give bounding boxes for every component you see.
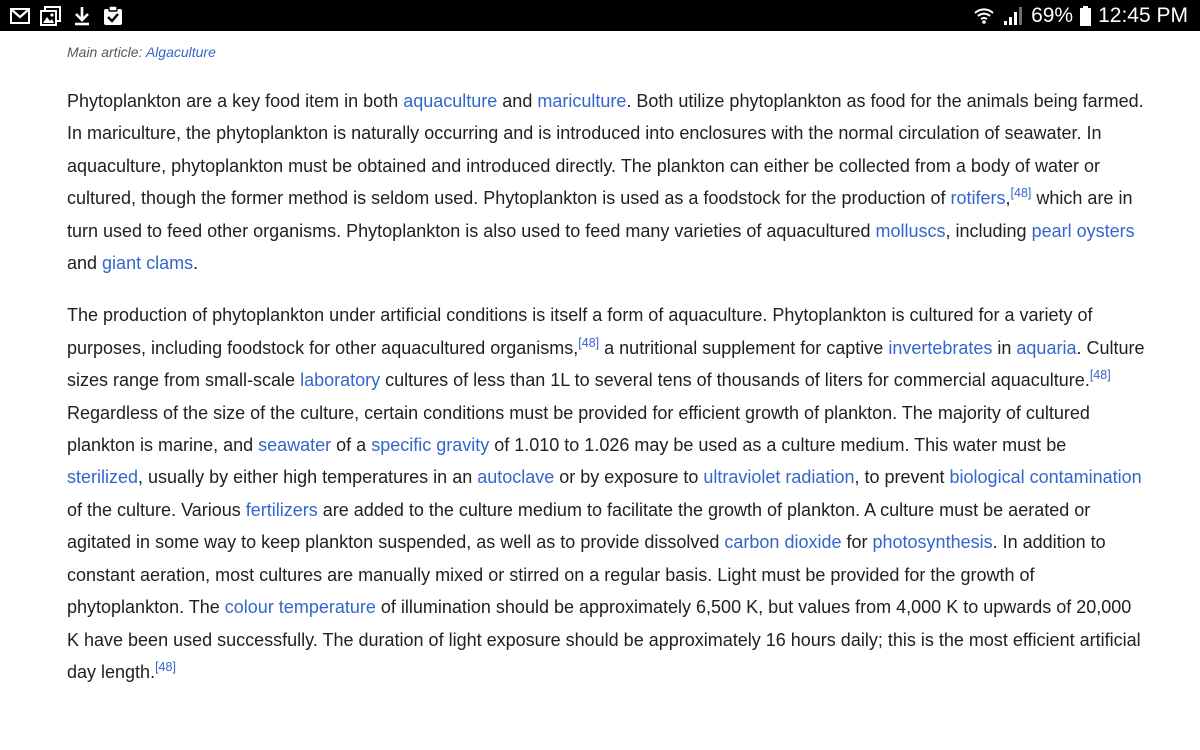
giant-clams-link[interactable]: giant clams [102,253,194,274]
clock: 12:45 PM [1098,3,1188,27]
text-run: . In addition to constant aeration, most cultures are manually mixed or stirred on a regular basis. Light must be provided for the growth of phytoplankton. The [67,532,1106,618]
notification-icons [9,5,124,27]
text-run: . Both utilize phytoplankton as food for the animals being farmed. In mariculture, the phytoplankton is naturally occurring and is introduced into enclosures with the normal circulation of seawater. In aquaculture, phytoplankton must be obtained and introduced directly. The plankton can either be collected from a body of water or cultured, though the former method is seldom used. Phytoplankton is used as a foodstock for the production of [67,91,1144,209]
text-run: and [497,91,538,111]
carbon-dioxide-link[interactable]: carbon dioxide [724,532,842,553]
text-run: of 1.010 to 1.026 may be used as a culture medium. This water must be [489,435,1067,456]
pearl-oysters-link[interactable]: pearl oysters [1031,220,1135,241]
cellular-signal-icon [1002,5,1024,27]
article-section [67,31,1147,688]
system-status [973,0,1188,31]
text-run: . [193,253,199,274]
specific-gravity-link[interactable]: specific gravity [371,435,490,456]
ultraviolet-radiation-link[interactable]: ultraviolet radiation [703,467,855,488]
text-run: of the culture. Various [67,499,246,520]
paragraph-aquaculture-uses [67,85,1147,279]
citation-48[interactable]: [48] [578,335,600,350]
rotifers-link[interactable]: rotifers [950,188,1006,209]
citation-48[interactable]: [48] [1010,186,1032,201]
battery-percent: 69% [1031,3,1074,27]
photo-icon [40,5,62,27]
seawater-link[interactable]: seawater [258,435,332,456]
sterilized-link[interactable]: sterilized [67,467,139,488]
aquaria-link[interactable]: aquaria [1016,337,1077,358]
molluscs-link[interactable]: molluscs [875,220,946,241]
text-run: Phytoplankton are a key food item in both [67,91,404,111]
algaculture-link[interactable]: Algaculture [145,44,216,60]
mariculture-link[interactable]: mariculture [537,91,627,111]
clipboard-check-icon [102,5,124,27]
aquaculture-link[interactable]: aquaculture [403,91,498,111]
text-run: , [1005,188,1011,209]
text-run: in [992,337,1017,358]
text-run: , usually by either high temperatures in an [138,467,478,488]
wifi-icon [973,5,995,27]
laboratory-link[interactable]: laboratory [300,370,381,391]
text-run: for [841,532,873,553]
hatnote [67,43,1147,61]
download-icon [71,5,93,27]
colour-temperature-link[interactable]: colour temperature [224,597,376,618]
text-run: of a [331,435,372,456]
text-run: Regardless of the size of the culture, certain conditions must be provided for efficient growth of plankton. The majority of cultured plankton is marine, and [67,402,1090,456]
photosynthesis-link[interactable]: photosynthesis [872,532,993,553]
biological-contamination-link[interactable]: biological contamination [949,467,1142,488]
invertebrates-link[interactable]: invertebrates [888,337,993,358]
text-run: which are in turn used to feed other organisms. Phytoplankton is also used to feed many varieties of aquacultured [67,188,1133,241]
text-run: , including [945,220,1032,241]
autoclave-link[interactable]: autoclave [477,467,555,488]
status-bar [0,0,1200,31]
text-run: , to prevent [854,467,950,488]
text-run: cultures of less than 1L to several tens of thousands of liters for commercial aquaculture. [380,370,1090,391]
paragraph-culture-conditions [67,299,1147,688]
text-run: and [67,253,103,274]
citation-48[interactable]: [48] [1089,368,1111,383]
gmail-icon [9,5,31,27]
hatnote-prefix: Main article: [67,44,146,60]
text-run: are added to the culture medium to facilitate the growth of plankton. A culture must be aerated or agitated in some way to keep plankton suspended, as well as to provide dissolved [67,499,1091,553]
citation-48[interactable]: [48] [155,659,176,674]
text-run: The production of phytoplankton under artificial conditions is itself a form of aquaculture. Phytoplankton is cultured for a variety of purposes, including foodstock for other aquacultured organisms, [67,305,1093,358]
text-run: a nutritional supplement for captive [599,337,889,358]
battery-icon [1080,6,1091,26]
text-run: . Culture sizes range from small-scale [67,337,1145,391]
text-run: of illumination should be approximately 6,500 K, but values from 4,000 K to upwards of 20,000 K have been used successfully. The duration of light exposure should be approximately 16 hours daily; this is the most efficient artificial day length. [67,597,1141,682]
text-run: or by exposure to [554,467,704,488]
fertilizers-link[interactable]: fertilizers [245,499,318,520]
